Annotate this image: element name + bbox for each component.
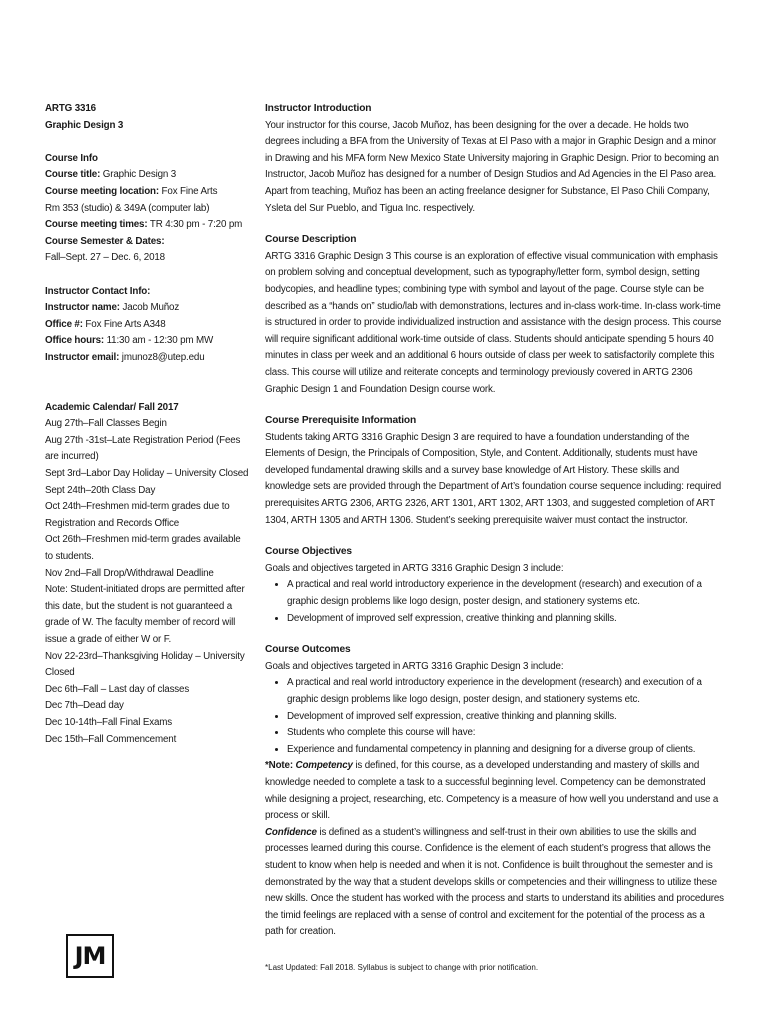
section-heading: Course Outcomes <box>265 644 351 656</box>
contact-list <box>45 300 250 366</box>
section-instructor-intro <box>265 101 725 217</box>
course-code: ARTG 3316 <box>45 103 96 114</box>
section-heading: Course Prerequisite Information <box>265 415 417 427</box>
section-body: Students taking ARTG 3316 Graphic Design 3 are required to have a foundation understanding of the Elements of Design, the Principals of Composition, Style, and Content. Additionally, students must have developed fundamental drawing skills and a survey base knowledge of Art History. These skills and knowledge sets are provided through the Department of Art’s foundation course sequence including: required prerequisites ARTG 2306, ARTG 2326, ART 1301, ART 1302, ART 1303, and suggested completion of ART 1304, ARTH 1305 and ARTH 1306. Student’s seeking prerequisite waiver must contact the instructor. <box>265 431 722 526</box>
contact-line: Office #: Fox Fine Arts A348 <box>45 318 166 330</box>
calendar-item: Dec 15th–Fall Commencement <box>45 733 177 745</box>
section-prerequisites <box>265 413 725 529</box>
section-heading: Instructor Introduction <box>265 103 372 114</box>
footnote: *Last Updated: Fall 2018. Syllabus is subject to change with prior notification. <box>265 963 539 972</box>
competency-note: *Note: Competency is defined, for this course, as a developed understanding and mastery of skills and knowledge needed to complete a task to a successful beginning level. Competency can be demonstrated while designing a project, researching, etc. Competency is a measure of how well you understand and use a process or skill. <box>265 760 719 822</box>
contact-line[interactable]: Instructor email: jmunoz8@utep.edu <box>45 351 205 363</box>
calendar-item: Nov 2nd–Fall Drop/Withdrawal Deadline <box>45 567 214 579</box>
calendar-item: Nov 22-23rd–Thanksgiving Holiday – University Closed <box>45 650 245 679</box>
info-line: Course title: Graphic Design 3 <box>45 169 177 181</box>
list-item: • A practical and real world introductory experience in the development (research) and execution of a graphic design problems like logo design, poster design, and stationery systems etc. <box>287 675 725 708</box>
calendar-item: Dec 10-14th–Fall Final Exams <box>45 716 173 728</box>
calendar-item: Dec 6th–Fall – Last day of classes <box>45 683 190 695</box>
list-item: • A practical and real world introductory experience in the development (research) and execution of a graphic design problems like logo design, poster design, and stationery systems etc. <box>287 577 725 610</box>
calendar-item: Oct 26th–Freshmen mid-term grades available to students. <box>45 534 241 563</box>
list-item: • Students who complete this course will have: <box>287 725 725 742</box>
section-outcomes <box>265 642 725 941</box>
outcomes-list <box>265 675 725 758</box>
list-item: • Development of improved self expression, creative thinking and planning skills. <box>287 611 725 628</box>
list-item: • Experience and fundamental competency in planning and designing for a diverse group of clients. <box>287 742 725 759</box>
contact-line: Instructor name: Jacob Muñoz <box>45 302 180 314</box>
calendar-item: Sept 24th–20th Class Day <box>45 484 156 496</box>
section-heading: Course Description <box>265 234 357 246</box>
info-line: Rm 353 (studio) & 349A (computer lab) <box>45 202 210 214</box>
calendar-list <box>45 416 250 748</box>
calendar-heading: Academic Calendar/ Fall 2017 <box>45 401 179 413</box>
list-item: • Development of improved self expression, creative thinking and planning skills. <box>287 709 725 726</box>
calendar-item: Note: Student-initiated drops are permitted after this date, but the student is not guaranteed a grade of W. The faculty member of record will issue a grade of either W or F. <box>45 584 245 645</box>
info-line: Course meeting location: Fox Fine Arts <box>45 185 218 197</box>
calendar-item: Aug 27th -31st–Late Registration Period (Fees are incurred) <box>45 434 241 463</box>
section-intro: Goals and objectives targeted in ARTG 3316 Graphic Design 3 include: <box>265 562 564 574</box>
section-body: ARTG 3316 Graphic Design 3 This course is an exploration of effective visual communication with emphasis on problem solving and conceptual development, such as typography/letter form, symbol design, setting bodycopies, and headline types; combining type with symbol and layout of the page. Course style can be described as a “hands on” studio/lab with demonstrations, lectures and in-class work-time. In-class work-time is structured in order to provide individualized instruction and assistance with the design process. This course will require significant additional work-time outside of class. Students should anticipate spending 5 hours 40 minutes in class per week and an additional 6 hours outside of class per week to satisfactorily complete this class. This course will utilize and reiterate concepts and terminology previously covered in ARTG 2306 Graphic Design 1 and Foundation Design course work. <box>265 250 722 395</box>
info-line: Fall–Sept. 27 – Dec. 6, 2018 <box>45 252 165 264</box>
course-name: Graphic Design 3 <box>45 119 124 131</box>
calendar-item: Sept 3rd–Labor Day Holiday – University Closed <box>45 468 249 480</box>
contact-heading: Instructor Contact Info: <box>45 285 151 297</box>
section-body: Your instructor for this course, Jacob Muñoz, has been designing for the over a decade. He holds two degrees including a BFA from the University of Texas at El Paso with a major in Graphic Design and a minor in Drawing and his MFA form New Mexico State University majoring in Graphic Design. Prior to becoming an Instructor, Jacob Muñoz has designed for a number of Design Studios and Ad Agencies in the El Paso area. Apart from teaching, Muñoz has been an acting freelance designer for Substance, El Paso Chili Company, Ysleta del Sur Pueblo, and Tigua Inc. respectively. <box>265 119 719 214</box>
section-intro: Goals and objectives targeted in ARTG 3316 Graphic Design 3 include: <box>265 660 564 672</box>
confidence-note: Confidence is defined as a student’s willingness and self-trust in their own abilities to use the skills and processes learned during this course. Confidence is the element of each student’s progress that allows the student to know when help is needed and when it is not. Confidence is built throughout the semester and is demonstrated by the way that a student develops skills or competencies and their willingness to utilize these new skills. Once the student has worked with the process and starts to understand its abilities and procedures the timid feelings are replaced with a sense of control and excitement for the potential of the process as a path for creation. <box>265 826 724 938</box>
course-info-heading: Course Info <box>45 152 98 164</box>
info-line: Course meeting times: TR 4:30 pm - 7:20 pm <box>45 219 243 231</box>
jm-logo: JM <box>66 934 114 978</box>
contact-line: Office hours: 11:30 am - 12:30 pm MW <box>45 335 214 347</box>
objectives-list <box>265 577 725 627</box>
left-sidebar <box>45 101 250 748</box>
calendar-item: Dec 7th–Dead day <box>45 700 124 712</box>
info-line: Course Semester & Dates: <box>45 235 165 247</box>
section-heading: Course Objectives <box>265 546 352 558</box>
calendar-item: Oct 24th–Freshmen mid-term grades due to Registration and Records Office <box>45 501 230 529</box>
section-objectives <box>265 544 725 627</box>
calendar-item: Aug 27th–Fall Classes Begin <box>45 418 167 430</box>
section-course-description <box>265 232 725 398</box>
main-content <box>265 101 725 956</box>
course-info-list <box>45 167 250 267</box>
